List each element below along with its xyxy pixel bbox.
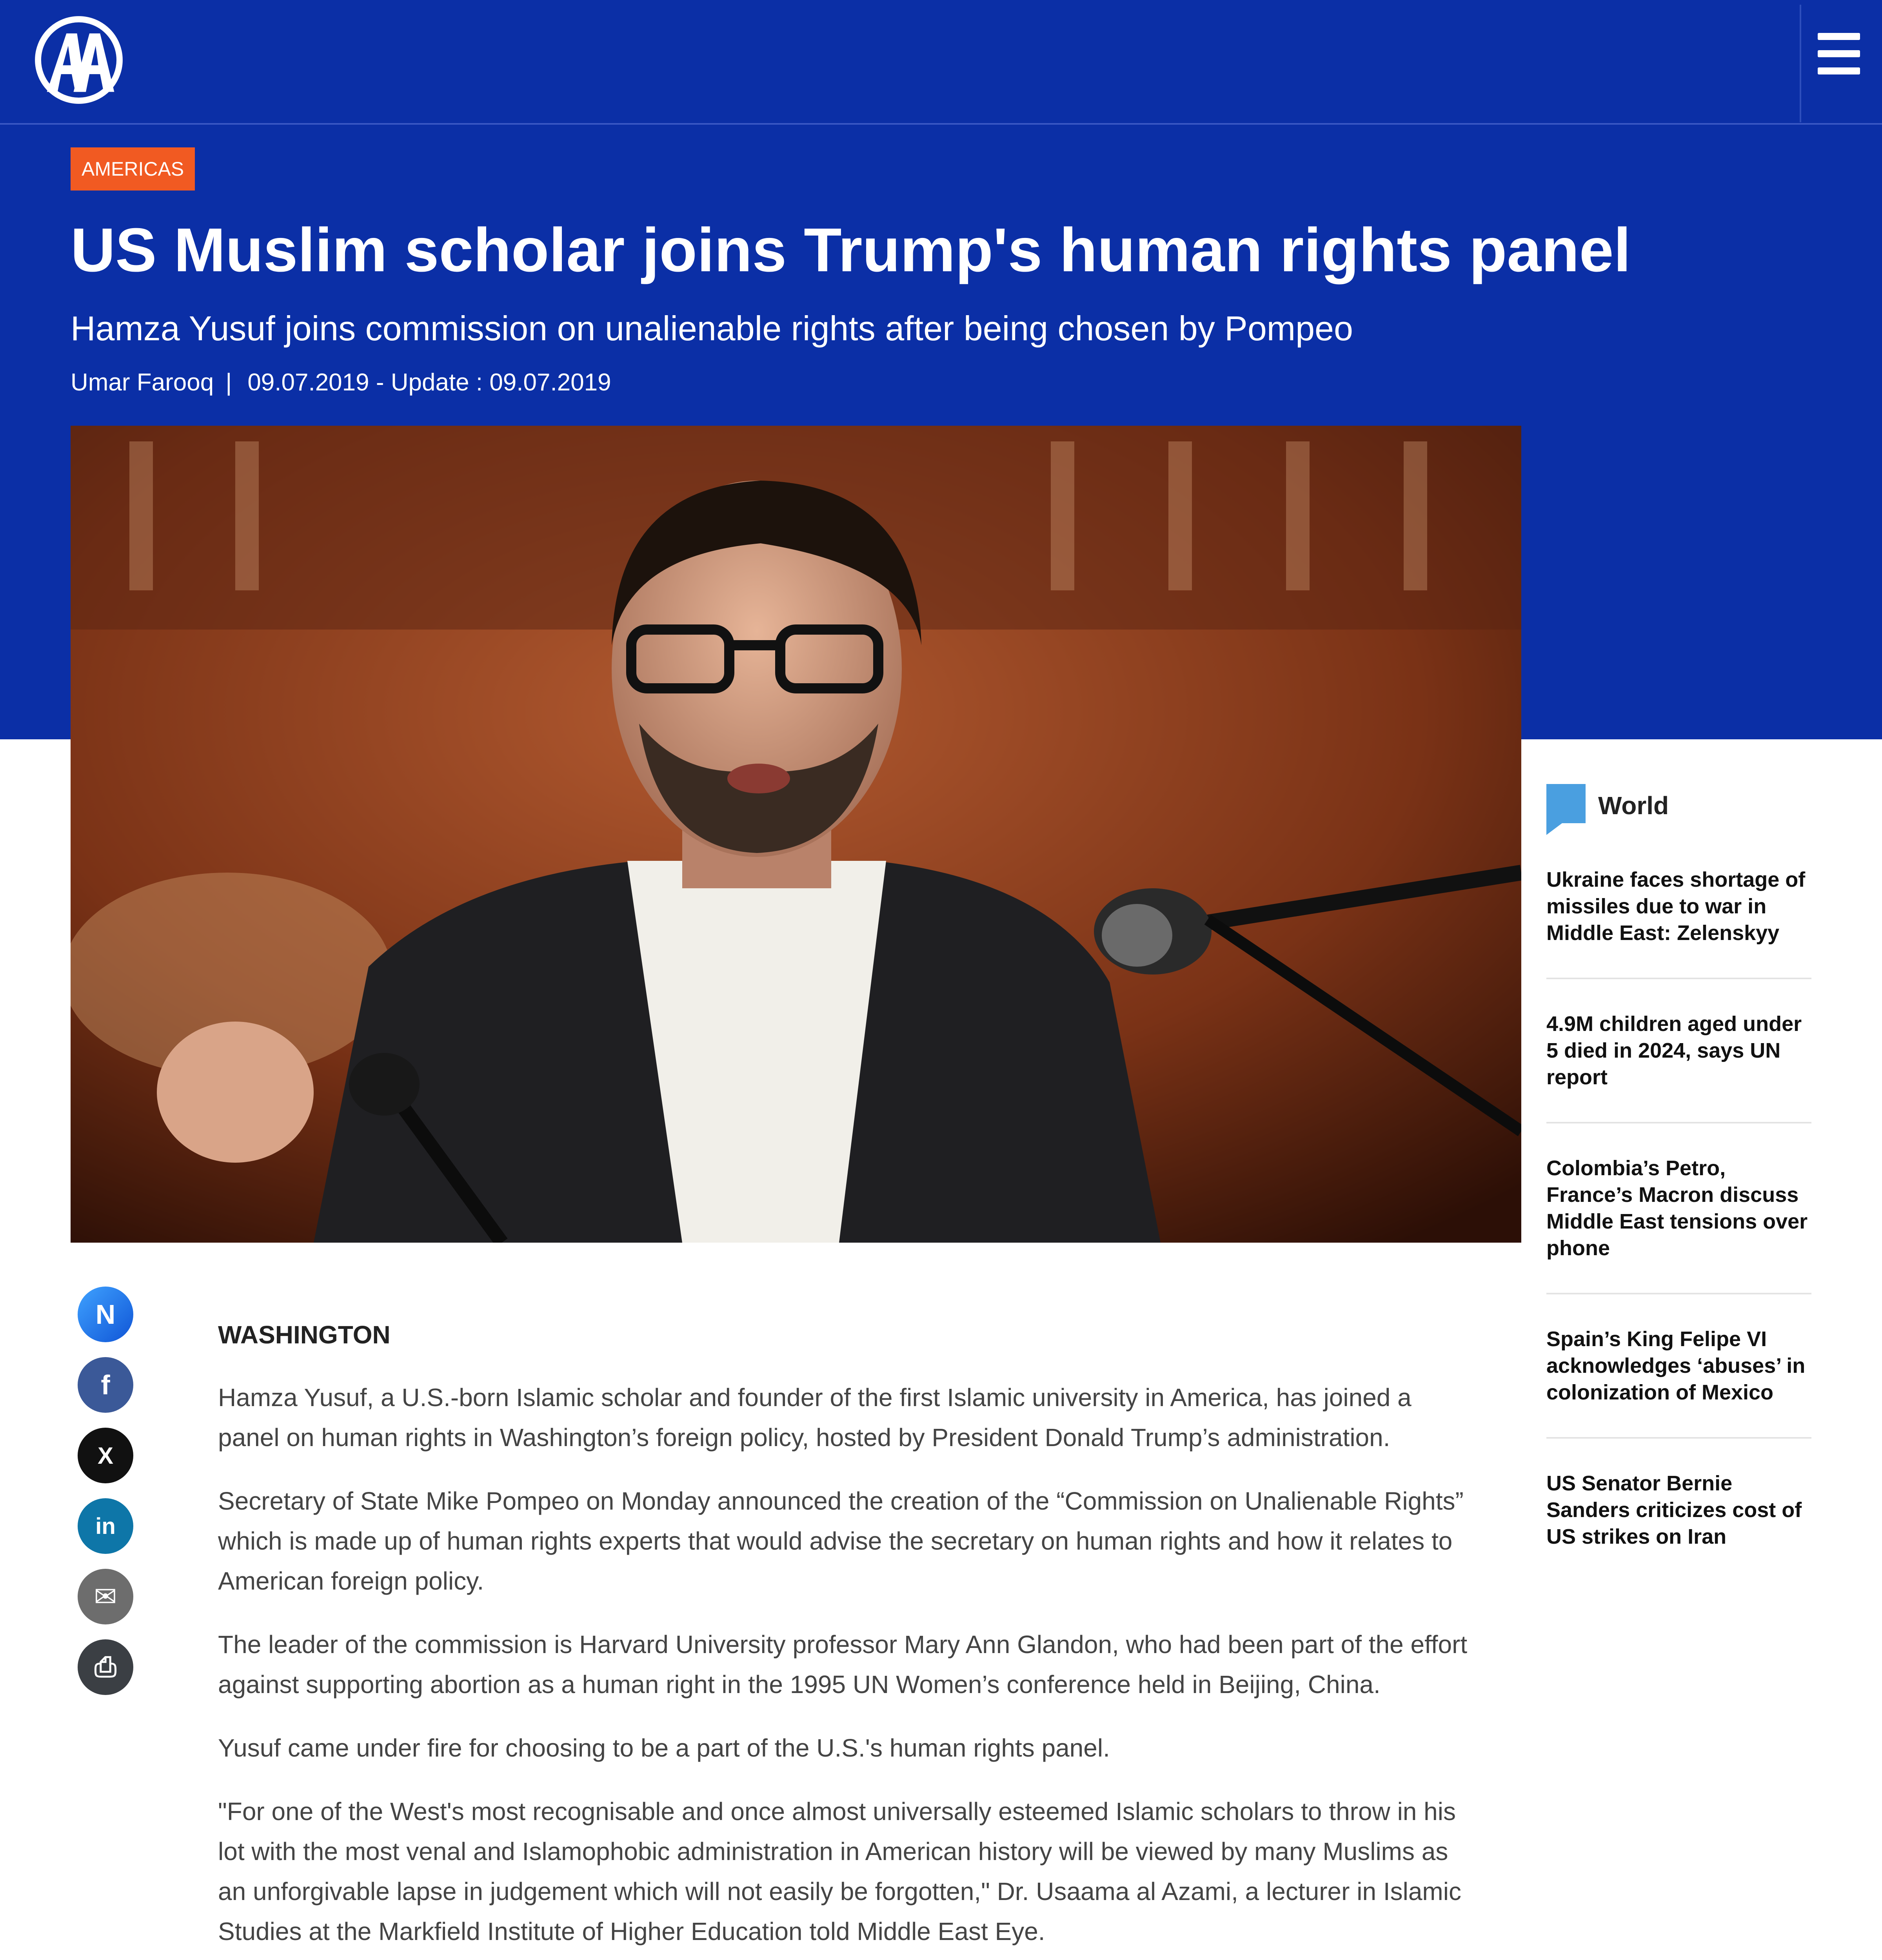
share-linkedin-button[interactable] (78, 1498, 133, 1554)
share-facebook-button[interactable] (78, 1357, 133, 1413)
article-meta (71, 368, 611, 396)
sidebar-news-item[interactable]: Ukraine faces shortage of missiles due to war in Middle East: Zelenskyy (1546, 866, 1811, 979)
publish-date: 09.07.2019 - Update : 09.07.2019 (247, 369, 611, 396)
sidebar-news-item[interactable]: Colombia’s Petro, France’s Macron discuss Middle East tensions over phone (1546, 1155, 1811, 1294)
aa-logo-icon[interactable] (35, 16, 123, 104)
share-buttons (78, 1287, 133, 1710)
article-title: US Muslim scholar joins Trump's human rights panel (71, 216, 1631, 285)
paragraph: Secretary of State Mike Pompeo on Monday announced the creation of the “Commission on Unalienable Rights” which is made up of human rights experts that would advise the secretary on human rights and how it relates to American foreign policy. (218, 1487, 1464, 1595)
article-subtitle: Hamza Yusuf joins commission on unalienable rights after being chosen by Pompeo (71, 309, 1353, 348)
print-icon: ⎙ (94, 1651, 116, 1682)
author-name[interactable]: Umar Farooq (71, 369, 214, 396)
paragraph: Yusuf came under fire for choosing to be a part of the U.S.'s human rights panel. (218, 1734, 1110, 1762)
news-icon: N (95, 1299, 116, 1330)
sidebar-news-item[interactable]: US Senator Bernie Sanders criticizes cost of US strikes on Iran (1546, 1472, 1802, 1548)
meta-separator: | (225, 369, 232, 396)
share-x-button[interactable] (78, 1428, 133, 1483)
linkedin-icon: in (95, 1513, 116, 1539)
sidebar-section-title[interactable]: World (1598, 791, 1669, 820)
share-email-button[interactable] (78, 1569, 133, 1624)
related-news-sidebar (1546, 784, 1811, 1613)
dateline: WASHINGTON (218, 1321, 391, 1349)
share-print-button[interactable] (78, 1639, 133, 1695)
sidebar-news-item[interactable]: Spain’s King Felipe VI acknowledges ‘abuses’ in colonization of Mexico (1546, 1326, 1811, 1439)
share-news-button[interactable] (78, 1287, 133, 1342)
article-photo (71, 426, 1521, 1243)
x-icon: X (97, 1442, 114, 1469)
menu-divider (1800, 5, 1801, 122)
speech-bubble-icon (1546, 784, 1586, 835)
mail-icon: ✉ (94, 1581, 117, 1612)
hamburger-menu-icon[interactable] (1818, 33, 1860, 76)
facebook-icon: f (101, 1370, 110, 1400)
article-body (218, 1320, 1473, 1960)
paragraph: The leader of the commission is Harvard University professor Mary Ann Glandon, who had been part of the effort against supporting abortion as a human right in the 1995 UN Women’s conference held in Beijing, China. (218, 1630, 1468, 1699)
category-badge[interactable]: AMERICAS (71, 147, 195, 191)
sidebar-news-item[interactable]: 4.9M children aged under 5 died in 2024, says UN report (1546, 1011, 1811, 1123)
sidebar-header (1546, 784, 1811, 835)
paragraph: Hamza Yusuf, a U.S.-born Islamic scholar and founder of the first Islamic university in America, has joined a panel on human rights in Washington’s foreign policy, hosted by President Donald Trump’s administration. (218, 1383, 1412, 1452)
top-navbar (0, 0, 1882, 125)
paragraph: "For one of the West's most recognisable and once almost universally esteemed Islamic scholars to throw in his lot with the most venal and Islamophobic administration in American history will be viewed by many Muslims as an unforgivable lapse in judgement which will not easily be forgotten," Dr. Usaama al Azami, a lecturer in Islamic Studies at the Markfield Institute of Higher Education told Middle East Eye. (218, 1797, 1461, 1945)
